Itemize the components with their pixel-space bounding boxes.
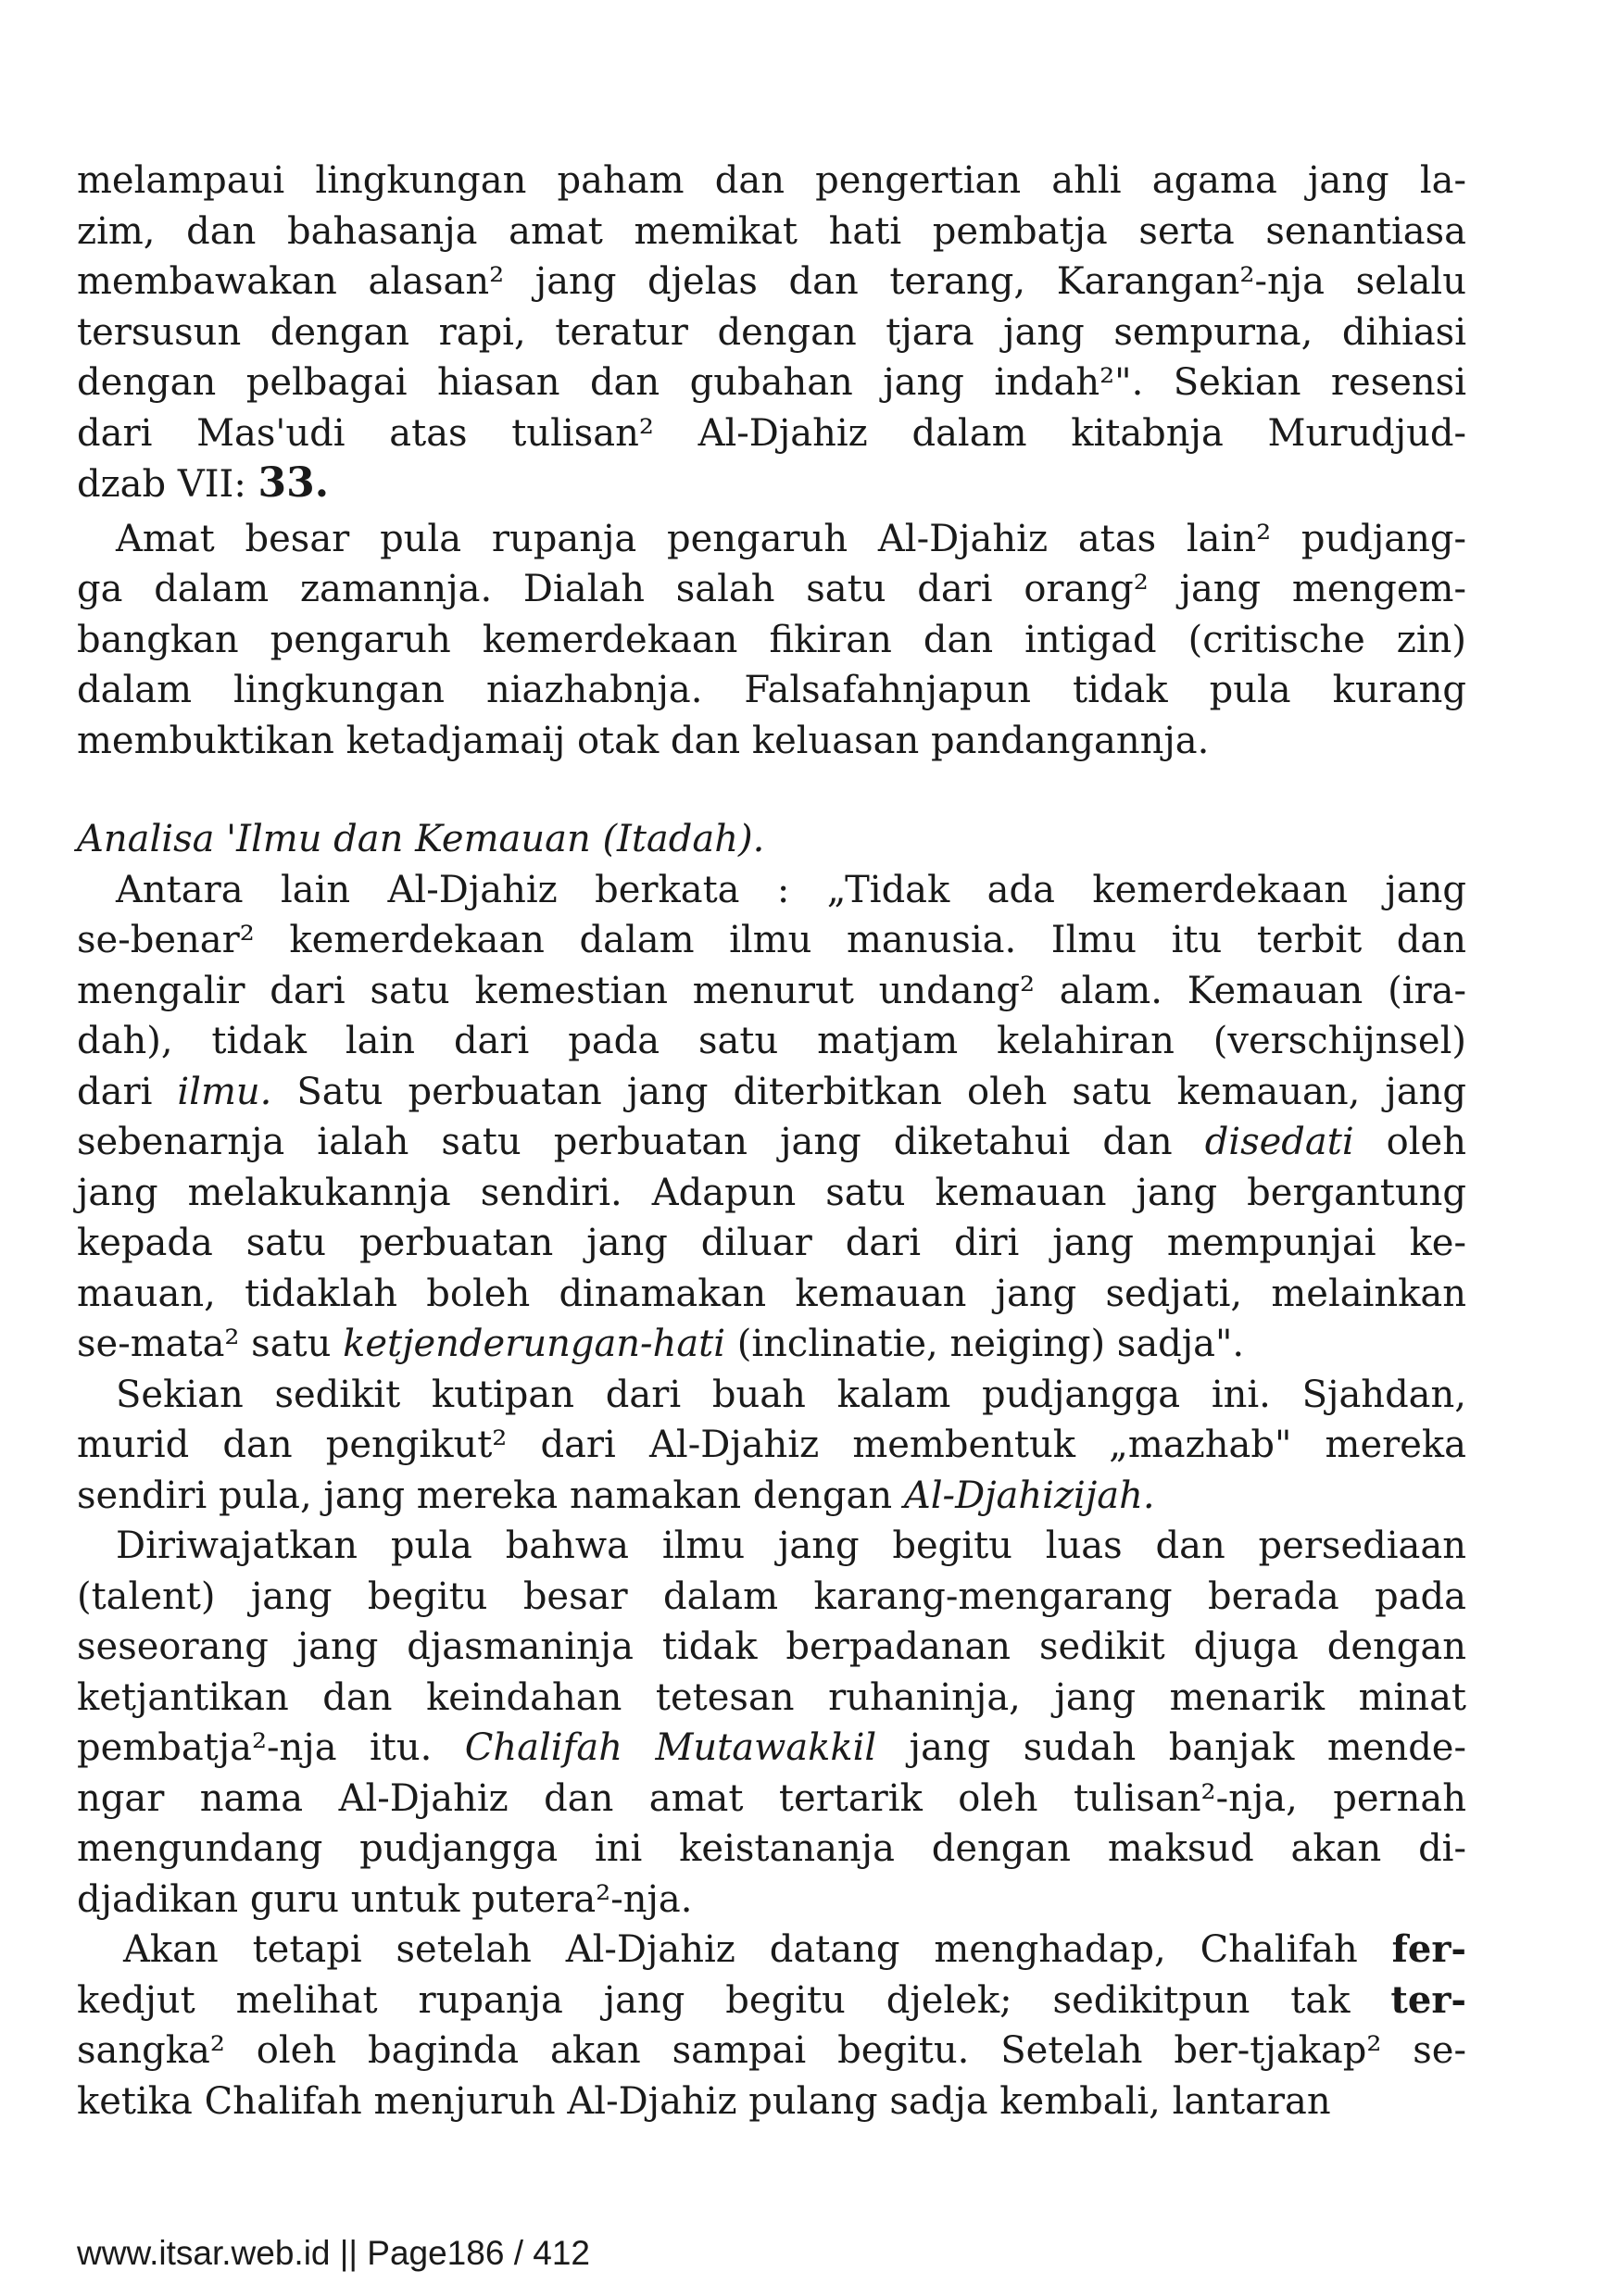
text-line: [77, 1723, 1466, 1774]
text-span: sebenarnja ialah satu perbuatan jang diketahui dan: [77, 1121, 1205, 1163]
text-span: kedjut melihat rupanja jang begitu djelek; sedikitpun tak: [77, 1978, 1391, 2022]
text-line: tersusun dengan rapi, teratur dengan tjara jang sempurna, dihiasi: [77, 310, 1466, 354]
paragraph-2: [77, 514, 1466, 767]
text-line: seseorang jang djasmaninja tidak berpadanan sedikit djuga dengan: [77, 1625, 1466, 1668]
text-line: melampaui lingkungan paham dan pengertian ahli agama jang la-: [77, 159, 1466, 202]
text-line: djadikan guru untuk putera²-nja.: [77, 1877, 693, 1921]
section-heading: Analisa 'Ilmu dan Kemauan (Itadah).: [77, 818, 765, 860]
text-line: bangkan pengaruh kemerdekaan fikiran dan intigad (critische zin): [77, 618, 1466, 661]
text-span: (inclinatie, neiging) sadja".: [725, 1323, 1245, 1365]
text-line: zim, dan bahasanja amat memikat hati pembatja serta senantiasa: [77, 209, 1466, 253]
text-line: mauan, tidaklah boleh dinamakan kemauan jang sedjati, melainkan: [77, 1272, 1466, 1315]
text-line: dah), tidak lain dari pada satu matjam kelahiran (verschijnsel): [77, 1020, 1466, 1062]
text-span: dzab VII:: [77, 463, 258, 506]
text-line: murid dan pengikut² dari Al-Djahiz membentuk „mazhab" mereka: [77, 1424, 1466, 1466]
text-line: mengalir dari satu kemestian menurut undang² alam. Kemauan (ira-: [77, 969, 1466, 1012]
text-span: se-mata² satu: [77, 1323, 344, 1365]
text-line: ketjantikan dan keindahan tetesan ruhaninja, jang menarik minat: [77, 1675, 1466, 1719]
text-line: [77, 1117, 1466, 1168]
text-line: Sekian sedikit kutipan dari buah kalam pudjangga ini. Sjahdan,: [116, 1373, 1466, 1416]
page-body: [77, 156, 1466, 2127]
text-line: ngar nama Al-Djahiz dan amat tertarik oleh tulisan²-nja, pernah: [77, 1776, 1466, 1820]
italic-term: Al-Djahizijah.: [903, 1474, 1155, 1517]
text-line: [77, 1925, 1466, 1976]
text-span: Satu perbuatan jang diterbitkan oleh satu kemauan, jang: [271, 1070, 1466, 1113]
text-line: [77, 1471, 1466, 1522]
text-span: jang sudah banjak mende-: [876, 1726, 1466, 1769]
text-line: (talent) jang begitu besar dalam karang-mengarang berada pada: [77, 1575, 1466, 1618]
page-footer: www.itsar.web.id || Page186 / 412: [77, 2234, 590, 2272]
paragraph-3: [77, 865, 1466, 1370]
text-line: sangka² oleh baginda akan sampai begitu. Setelah ber-tjakap² se-: [77, 2029, 1466, 2072]
text-line: se-benar² kemerdekaan dalam ilmu manusia. Ilmu itu terbit dan: [77, 919, 1466, 961]
paragraph-6: [77, 1925, 1466, 2127]
citation-number: 33.: [258, 459, 330, 507]
text-span: dari: [77, 1070, 178, 1113]
italic-term: ilmu.: [177, 1070, 272, 1113]
text-line: membawakan alasan² jang djelas dan terang, Karangan²-nja selalu: [77, 260, 1466, 303]
bold-syllable: ter-: [1390, 1977, 1466, 2022]
text-line: [77, 1067, 1466, 1118]
italic-term: Chalifah Mutawakkil: [464, 1726, 877, 1769]
text-line: mengundang pudjangga ini keistananja dengan maksud akan di-: [77, 1827, 1466, 1870]
text-line: [77, 1319, 1466, 1370]
text-line: kepada satu perbuatan jang diluar dari diri jang mempunjai ke-: [77, 1222, 1466, 1264]
text-line: Antara lain Al-Djahiz berkata : „Tidak ada kemerdekaan jang: [116, 868, 1466, 911]
text-line: membuktikan ketadjamaij otak dan keluasan pandangannja.: [77, 719, 1210, 762]
text-line: jang melakukannja sendiri. Adapun satu kemauan jang bergantung: [77, 1171, 1466, 1214]
text-line: ketika Chalifah menjuruh Al-Djahiz pulang sadja kembali, lantaran: [77, 2079, 1331, 2123]
paragraph-4: [77, 1370, 1466, 1522]
text-line: Amat besar pula rupanja pengaruh Al-Djahiz atas lain² pudjang-: [116, 517, 1466, 560]
text-span: pembatja²-nja itu.: [77, 1726, 465, 1769]
text-line: [77, 458, 1466, 509]
text-line: dengan pelbagai hiasan dan gubahan jang indah²". Sekian resensi: [77, 361, 1466, 404]
text-span: oleh: [1353, 1121, 1466, 1163]
italic-term: ketjenderungan-hati: [343, 1323, 726, 1365]
paragraph-1: [77, 156, 1466, 509]
text-line: ga dalam zamannja. Dialah salah satu dari orang² jang mengem-: [77, 568, 1466, 610]
bold-syllable: fer-: [1391, 1927, 1466, 1971]
text-line: dalam lingkungan niazhabnja. Falsafahnjapun tidak pula kurang: [77, 669, 1466, 711]
text-line: dari Mas'udi atas tulisan² Al-Djahiz dalam kitabnja Murudjud-: [77, 411, 1466, 455]
paragraph-5: [77, 1521, 1466, 1925]
text-span: sendiri pula, jang mereka namakan dengan: [77, 1474, 904, 1517]
text-span: Akan tetapi setelah Al-Djahiz datang menghadap, Chalifah: [123, 1928, 1392, 1971]
text-line: Diriwajatkan pula bahwa ilmu jang begitu luas dan persediaan: [116, 1524, 1466, 1567]
text-line: [77, 1976, 1466, 2026]
italic-term: disedati: [1204, 1121, 1354, 1163]
